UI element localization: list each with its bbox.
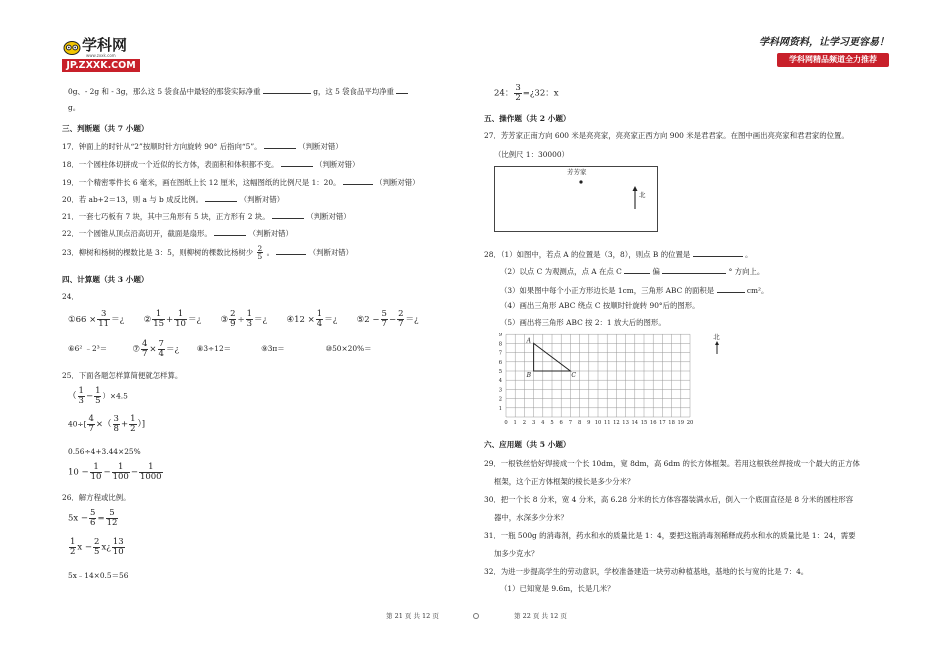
q23-tag: （判断对错） [308, 247, 354, 257]
calc-1-post: ＝¿ [111, 314, 125, 325]
q17-text: 17．钟面上的时针从“2”按顺时针方向旋转 90° 后指向“5”。 [62, 142, 262, 151]
q28-3-end: cm²。 [746, 286, 769, 295]
question-29-a: 29．一根铁丝恰好焊接成一个长 10dm，宽 8dm，高 6dm 的长方体框架。若用这根铁丝焊接成一个最大的正方体 [484, 459, 860, 468]
grid-x-tick: 14 [631, 420, 639, 426]
q20-tag: （判断对错） [239, 195, 285, 204]
map-home-label: 芳芳家 [567, 168, 587, 176]
calc-2-den2: 10 [175, 318, 186, 329]
expr-4-num1: 1 [90, 463, 103, 473]
calc-3-den1: 9 [230, 318, 236, 329]
equation-2 [68, 538, 126, 556]
expr-2-op: + [120, 419, 129, 430]
eq-1-num2: 5 [106, 509, 119, 519]
q17-blank [264, 140, 296, 149]
expr-2-den2: 8 [113, 423, 119, 434]
question-28-4: （4）画出三角形 ABC 绕点 C 按顺时针旋转 90°后的图形。 [500, 301, 700, 310]
question-30-a: 30．把一个长 8 分米，宽 4 分米，高 6.28 分米的长方体容器装满水后，倒入一个底面直径是 8 分米的圆柱形容 [484, 495, 854, 504]
grid-x-tick: 4 [541, 420, 545, 426]
grid-y-tick: 1 [498, 405, 502, 412]
expr-4 [68, 463, 164, 481]
calc-1-num: 3 [97, 310, 110, 320]
q16-blank-2 [396, 85, 408, 94]
grid-x-tick: 9 [587, 420, 591, 426]
equation-3: 5x﹣14×0.5＝56 [68, 571, 129, 580]
q23-text: 23．柳树和杨树的棵数比是 3：5，则柳树的棵数比杨树少 [62, 247, 254, 257]
eq-1-equals: = [97, 513, 105, 524]
question-23 [62, 245, 353, 261]
calc-6: ⑥6² ﹣2³＝ [68, 344, 108, 354]
question-29-b: 框架，这个正方体框架的棱长是多少分米？ [494, 477, 635, 486]
expr-4-num2: 1 [112, 463, 130, 473]
q16-text-a: 0g、- 2g 和 - 3g，那么这 5 袋食品中最轻的那袋实际净重 [68, 87, 261, 96]
grid-y-tick: 2 [498, 396, 502, 403]
equation-1 [68, 509, 119, 527]
q24-tail-post: =¿32：x [522, 88, 559, 99]
coordinate-grid [494, 333, 709, 435]
calc-7-num2: 7 [158, 339, 164, 349]
expr-3: 0.56÷4+3.44×25% [68, 447, 141, 456]
expr-1-num2: 1 [95, 386, 101, 396]
grid-x-tick: 19 [677, 420, 685, 426]
calc-7-num1: 4 [141, 339, 148, 349]
q28-2-end: ° 方向上。 [728, 267, 765, 276]
calc-4-pre: ④12 × [286, 314, 315, 325]
question-19 [62, 176, 420, 187]
expr-1-den2: 5 [95, 395, 101, 406]
logo [62, 36, 140, 74]
grid-x-tick: 13 [622, 420, 629, 426]
eq-1-pre: 5x − [68, 513, 89, 524]
expr-1-close: ）×4.5 [102, 391, 128, 401]
calc-5-num2: 2 [398, 309, 404, 319]
q22-text: 22．一个圆锥从顶点沿高切开，截面是扇形。 [62, 229, 212, 238]
grid-x-tick: 0 [504, 420, 508, 426]
q23-blank [276, 246, 306, 255]
question-32: 32．为进一步提高学生的劳动意识，学校准备建造一块劳动种植基地，基地的长与宽的比是 7：4。 [484, 567, 809, 576]
expr-1-op: − [85, 391, 94, 402]
calc-7-pre: ⑦ [132, 344, 140, 355]
grid-y-tick: 3 [498, 387, 502, 394]
q20-text: 20．若 ab+2＝13，则 a 与 b 成反比例。 [62, 195, 204, 204]
eq-2-num3: 13 [112, 537, 124, 547]
question-28-3 [500, 284, 768, 295]
calc-1-den: 11 [98, 318, 110, 329]
calc-5-num1: 5 [381, 309, 387, 319]
expr-2-mid: ×（ [95, 419, 112, 430]
calc-7 [132, 340, 194, 358]
calc-3-op: ÷ [237, 314, 245, 325]
grid-x-tick: 16 [649, 420, 657, 426]
grid-point-label-c: C [571, 372, 576, 379]
expr-2-close: ）] [137, 419, 146, 430]
question-31-a: 31．一瓶 500g 的消毒剂，药水和水的质量比是 1：4，要把这瓶消毒剂稀释成药水和水的质量比是 1：24，需要 [484, 531, 856, 540]
question-21 [62, 210, 351, 221]
q21-blank [272, 210, 304, 219]
calc-1-pre: ①66 × [68, 314, 97, 325]
north-arrow-icon [631, 186, 639, 210]
grid-x-tick: 2 [522, 420, 527, 426]
expr-4-op2: − [130, 467, 138, 478]
logo-url-bar: JP.ZXXK.COM [62, 59, 140, 72]
q28-1-end: 。 [744, 250, 753, 259]
expr-1-open: （ [68, 391, 77, 402]
q25-label: 25．下面各题怎样算简便就怎样算。 [62, 371, 183, 380]
eq-2-num1: 1 [70, 537, 76, 547]
footer-left-page: 第 21 页 共 12 页 [386, 612, 439, 620]
q24-tail-pre: 24： [494, 88, 514, 99]
grid-x-tick: 10 [594, 420, 602, 426]
eq-2-den2: 5 [94, 546, 100, 557]
q28-2-blank-1 [624, 265, 650, 274]
map-home-dot-icon [579, 180, 583, 184]
logo-subtitle: www.zxxk.com [86, 53, 116, 58]
grid-north-label: 北 [713, 333, 720, 341]
expr-2 [68, 415, 145, 433]
calc-7-den1: 7 [141, 348, 148, 359]
grid-x-tick: 1 [513, 420, 517, 426]
question-27: 27．芳芳家正南方向 600 米是亮亮家，亮亮家正西方向 900 米是君君家。在图中画出亮亮家和君君家的位置。 [484, 131, 849, 140]
q27-map-box [494, 166, 658, 232]
grid-y-tick: 8 [498, 341, 502, 348]
calc-5-op: − [388, 314, 397, 325]
calc-row-1 [68, 310, 419, 328]
calc-9: ⑨3π＝ [261, 344, 285, 354]
grid-x-tick: 20 [686, 420, 694, 426]
page-divider-icon [472, 612, 480, 620]
grid-north [713, 333, 720, 355]
calc-2-post: ＝¿ [187, 314, 202, 325]
q16-text-b: g，这 5 袋食品平均净重 [313, 87, 394, 96]
grid-x-tick: 6 [559, 420, 563, 426]
grid-x-tick: 3 [531, 420, 536, 426]
calc-row-2 [68, 340, 371, 358]
question-31-b: 加多少克水？ [494, 549, 539, 558]
q23-den: 5 [257, 252, 263, 262]
grid-x-tick: 7 [568, 420, 573, 426]
question-32-1: （1）已知宽是 9.6m，长是几米？ [500, 584, 615, 593]
q28-1-text: 28．（1）如图中，若点 A 的位置是（3，8），则点 B 的位置是 [484, 250, 691, 259]
calc-5 [356, 309, 419, 329]
eq-2-den1: 2 [70, 546, 76, 557]
calc-4-num: 1 [316, 309, 323, 319]
section-4-title: 四、计算题（共 3 小题） [62, 275, 149, 284]
calc-5-den2: 7 [398, 318, 404, 329]
q16-blank-1 [263, 85, 311, 94]
expr-4-den2: 100 [112, 471, 129, 482]
q19-blank [343, 176, 373, 185]
calc-2-op: + [166, 314, 174, 325]
expr-4-op1: − [103, 467, 111, 478]
q22-tag: （判断对错） [248, 229, 293, 238]
question-28-5: （5）画出将三角形 ABC 按 2：1 放大后的图形。 [500, 318, 666, 327]
eq-2-den3: 10 [112, 546, 124, 557]
question-18 [62, 158, 359, 169]
section-3-title: 三、判断题（共 7 小题） [62, 124, 149, 133]
calc-3-pre: ③ [220, 314, 229, 325]
calc-2 [143, 309, 202, 329]
calc-8: ⑧3÷12＝ [196, 344, 232, 354]
q28-2-mid: 偏 [652, 267, 660, 276]
q18-blank [281, 158, 313, 167]
q28-2-text: （2）以点 C 为观测点，点 A 在点 C [500, 267, 622, 276]
q18-tag: （判断对错） [315, 160, 360, 169]
question-20 [62, 193, 284, 204]
calc-7-den2: 4 [158, 348, 164, 359]
calc-3-post: ＝¿ [254, 314, 268, 325]
q21-text: 21．一套七巧板有 7 块，其中三角形有 5 块，正方形有 2 块。 [62, 212, 270, 221]
eq-1-den1: 6 [90, 517, 96, 528]
eq-1-den2: 12 [106, 517, 118, 528]
q28-1-blank [693, 248, 743, 257]
calc-4-post: ＝¿ [324, 314, 338, 325]
expr-4-pre: 10 − [68, 467, 89, 478]
calc-3-num2: 1 [246, 309, 253, 319]
calc-1 [68, 309, 125, 329]
header-badge: 学科网精品频道全力推荐 [777, 53, 889, 67]
q19-tag: （判断对错） [375, 178, 420, 187]
calc-2-pre: ② [143, 314, 152, 325]
expr-2-num1: 4 [88, 414, 94, 424]
eq-1-num1: 5 [90, 508, 96, 518]
calc-5-post: ＝¿ [405, 314, 419, 325]
grid-y-tick: 7 [498, 350, 502, 357]
q28-3-blank [717, 284, 745, 293]
eq-2-mid2: x¿ [101, 542, 111, 553]
q24-tail-num: 3 [515, 83, 521, 93]
calc-4-den: 4 [316, 318, 323, 329]
owl-logo-icon [63, 39, 81, 55]
question-22 [62, 227, 293, 238]
calc-3-den2: 3 [246, 318, 253, 329]
grid-x-tick: 5 [550, 420, 554, 426]
grid-point-label-a: A [526, 337, 531, 345]
q28-3-text: （3）如果图中每个小正方形边长是 1cm，三角形 ABC 的面积是 [500, 286, 715, 295]
expr-1 [68, 387, 128, 405]
calc-10: ⑩50×20%＝ [325, 344, 372, 354]
eq-2-mid1: x − [77, 542, 93, 553]
calc-2-num2: 1 [174, 310, 187, 320]
q16-text-c: g。 [68, 103, 81, 112]
question-30-b: 器中，水深多少分米？ [494, 513, 568, 522]
q26-label: 26．解方程或比例。 [62, 493, 131, 502]
grid-y-tick: 6 [498, 359, 502, 366]
q20-blank [205, 193, 237, 202]
q24-label: 24． [62, 292, 79, 301]
expr-4-den1: 10 [90, 471, 102, 482]
calc-2-den1: 15 [153, 318, 165, 329]
q22-blank [214, 227, 246, 236]
expr-2-num3: 1 [130, 414, 136, 424]
grid-point-label-b: B [526, 372, 532, 379]
calc-7-post: ＝¿ [165, 344, 180, 355]
q19-text: 19．一个精密零件长 6 毫米，画在图纸上长 12 厘米，这幅图纸的比例尺是 1：20。 [62, 178, 341, 187]
grid-x-tick: 17 [659, 420, 666, 426]
expr-2-num2: 3 [113, 414, 119, 424]
q23-fraction [257, 245, 264, 261]
expr-4-num3: 1 [139, 463, 163, 473]
expr-1-num1: 1 [78, 386, 84, 396]
question-28-1 [484, 248, 752, 259]
grid-x-tick: 11 [603, 420, 611, 426]
expr-4-den3: 1000 [139, 471, 162, 482]
question-28-2 [500, 265, 764, 276]
expr-2-pre: 40÷[ [68, 419, 87, 429]
question-17 [62, 140, 343, 151]
expr-1-den1: 3 [78, 395, 84, 406]
section-6-title: 六、应用题（共 5 小题） [484, 440, 571, 449]
q23-num: 2 [257, 244, 263, 253]
calc-4 [286, 309, 338, 329]
grid-y-tick: 4 [498, 378, 502, 385]
calc-2-num1: 1 [152, 310, 165, 320]
grid-x-tick: 8 [577, 420, 582, 426]
q24-tail-den: 2 [515, 92, 521, 103]
grid-x-tick: 12 [613, 420, 620, 426]
expr-2-den3: 2 [130, 423, 136, 434]
header-slogan: 学科网资料，让学习更容易！ [759, 37, 889, 48]
q21-tag: （判断对错） [306, 212, 351, 221]
q28-2-blank-2 [662, 265, 726, 274]
coordinate-grid-svg [494, 333, 709, 433]
grid-y-tick: 5 [498, 369, 502, 375]
eq-2-num2: 2 [94, 537, 100, 547]
question-16-continued [68, 85, 408, 96]
q27-scale: （比例尺 1：30000） [494, 150, 569, 159]
calc-3 [220, 309, 268, 329]
expr-2-den1: 7 [88, 423, 94, 434]
q23-period: 。 [266, 247, 274, 257]
calc-5-den1: 7 [381, 318, 387, 329]
q18-text: 18．一个圆柱体切拼成一个近似的长方体，表面积和体积都不变。 [62, 160, 279, 169]
footer-right-page: 第 22 页 共 12 页 [514, 612, 567, 620]
section-5-title: 五、操作题（共 2 小题） [484, 114, 571, 123]
calc-5-pre: ⑤2 − [356, 314, 380, 325]
grid-y-tick: 9 [498, 333, 502, 339]
q17-tag: （判断对错） [298, 142, 343, 151]
q24-continued [494, 84, 559, 102]
calc-7-op: × [149, 344, 157, 355]
calc-3-num1: 2 [230, 309, 236, 319]
grid-x-tick: 18 [668, 420, 675, 426]
grid-x-tick: 15 [640, 420, 648, 426]
map-north-label: 北 [639, 191, 646, 199]
grid-north-arrow-icon [714, 341, 720, 355]
logo-title: 学科网 [82, 36, 128, 54]
